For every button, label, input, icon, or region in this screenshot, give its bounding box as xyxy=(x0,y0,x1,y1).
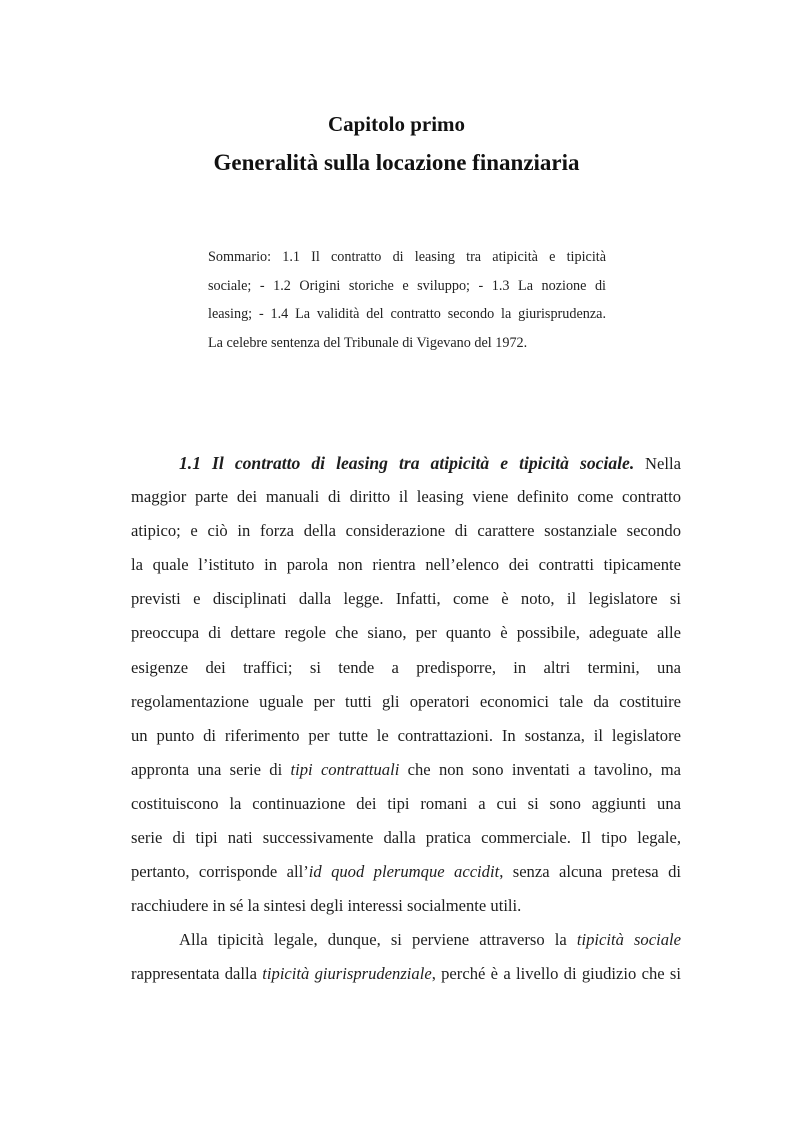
paragraph-line: serie di tipi nati successivamente dalla pratica commerciale. Il tipo legale, xyxy=(131,828,681,848)
text-run: appronta una serie di xyxy=(131,759,291,779)
chapter-label: Capitolo primo xyxy=(327,112,466,136)
summary-line: leasing; - 1.4 La validità del contratto secondo la giurisprudenza. xyxy=(208,306,606,323)
paragraph-line: esigenze dei traffici; si tende a predisporre, in altri termini, una xyxy=(131,657,681,677)
paragraph-line: atipico; e ciò in forza della considerazione di carattere sostanziale secondo xyxy=(131,521,681,541)
paragraph-line xyxy=(131,855,681,889)
paragraph-line: costituiscono la continuazione dei tipi romani a cui si sono aggiunti una xyxy=(131,793,681,813)
summary-line: sociale; - 1.2 Origini storiche e sviluppo; - 1.3 La nozione di xyxy=(208,277,606,294)
paragraph-line: racchiudere in sé la sintesi degli interessi socialmente utili. xyxy=(131,896,522,916)
text-run: rappresentata dalla xyxy=(131,964,263,984)
emphasis-text: tipi contrattuali xyxy=(290,759,400,779)
emphasis-text: tipicità sociale xyxy=(576,930,681,950)
emphasis-text: id quod plerumque accidit xyxy=(308,862,500,882)
text-run: pertanto, corrisponde all’ xyxy=(131,862,309,882)
chapter-title: Generalità sulla locazione finanziaria xyxy=(213,150,580,175)
text-run: Alla tipicità legale, dunque, si perviene attraverso la xyxy=(179,930,577,950)
summary-line: Sommario: 1.1 Il contratto di leasing tra atipicità e tipicità xyxy=(208,249,606,265)
text-run: , senza alcuna pretesa di xyxy=(499,862,681,882)
section-heading: 1.1 Il contratto di leasing tra atipicità e tipicità sociale. xyxy=(179,453,635,473)
text-run: che non sono inventati a tavolino, ma xyxy=(399,759,681,779)
emphasis-text: tipicità giurisprudenziale xyxy=(262,964,432,984)
paragraph-line: la quale l’istituto in parola non rientra nell’elenco dei contratti tipicamente xyxy=(131,555,681,575)
paragraph-line xyxy=(131,923,681,957)
summary-line: La celebre sentenza del Tribunale di Vigevano del 1972. xyxy=(208,335,528,352)
text-run: , perché è a livello di giudizio che si xyxy=(431,964,681,984)
paragraph-line: regolamentazione uguale per tutti gli operatori economici tale da costituire xyxy=(131,691,681,711)
chapter-summary xyxy=(208,243,606,358)
section-heading-tail: Nella xyxy=(634,454,681,473)
paragraph-line xyxy=(131,957,681,991)
paragraph-line xyxy=(131,753,681,787)
paragraph-line: maggior parte dei manuali di diritto il leasing viene definito come contratto xyxy=(131,487,681,507)
paragraph-line xyxy=(131,446,681,480)
paragraph-line: un punto di riferimento per tutte le contrattazioni. In sostanza, il legislatore xyxy=(131,725,681,745)
body-text xyxy=(131,446,681,992)
paragraph-line: previsti e disciplinati dalla legge. Infatti, come è noto, il legislatore si xyxy=(131,589,681,609)
paragraph-line: preoccupa di dettare regole che siano, per quanto è possibile, adeguate alle xyxy=(131,623,681,643)
